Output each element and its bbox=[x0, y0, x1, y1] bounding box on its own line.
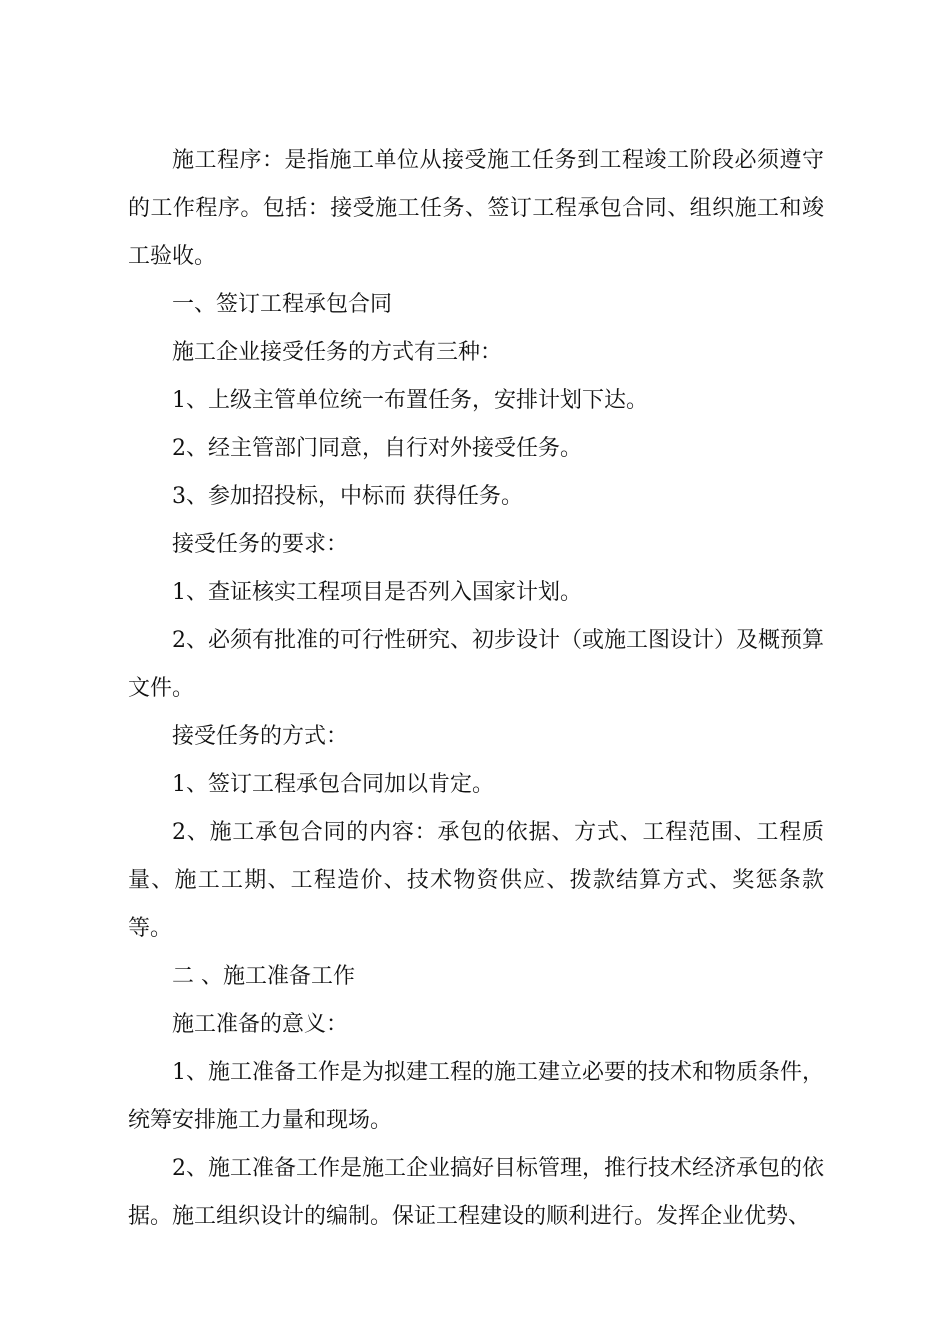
list-item: 1、签订工程承包合同加以肯定。 bbox=[172, 772, 494, 797]
paragraph-construction-procedure: 施工程序：是指施工单位从接受施工任务到工程竣工阶段必须遵守的工作程序。包括：接受施工任务、签订工程承包合同、组织施工和竣工验收。 bbox=[128, 148, 824, 269]
list-item: 1、查证核实工程项目是否列入国家计划。 bbox=[172, 580, 582, 605]
paragraph: 接受任务的要求： bbox=[172, 532, 349, 557]
paragraph: 施工准备的意义： bbox=[172, 1012, 349, 1037]
list-item: 2、施工准备工作是施工企业搞好目标管理，推行技术经济承包的依据。施工组织设计的编制。保证工程建设的顺利进行。发挥企业优势、 bbox=[128, 1156, 824, 1229]
list-item: 2、必须有批准的可行性研究、初步设计（或施工图设计）及概预算文件。 bbox=[128, 628, 824, 701]
paragraph: 施工企业接受任务的方式有三种： bbox=[172, 340, 503, 365]
section-heading-1: 一、签订工程承包合同 bbox=[172, 292, 393, 317]
document-body bbox=[128, 137, 824, 1241]
paragraph: 接受任务的方式： bbox=[172, 724, 349, 749]
list-item: 3、参加招投标，中标而 获得任务。 bbox=[172, 484, 523, 509]
list-item: 2、施工承包合同的内容：承包的依据、方式、工程范围、工程质量、施工工期、工程造价、技术物资供应、拨款结算方式、奖惩条款等。 bbox=[128, 820, 824, 941]
list-item: 1、上级主管单位统一布置任务，安排计划下达。 bbox=[172, 388, 648, 413]
list-item: 2、经主管部门同意，自行对外接受任务。 bbox=[172, 436, 582, 461]
section-heading-2: 二 、施工准备工作 bbox=[172, 964, 355, 989]
list-item: 1、施工准备工作是为拟建工程的施工建立必要的技术和物质条件，统筹安排施工力量和现场。 bbox=[128, 1060, 824, 1133]
